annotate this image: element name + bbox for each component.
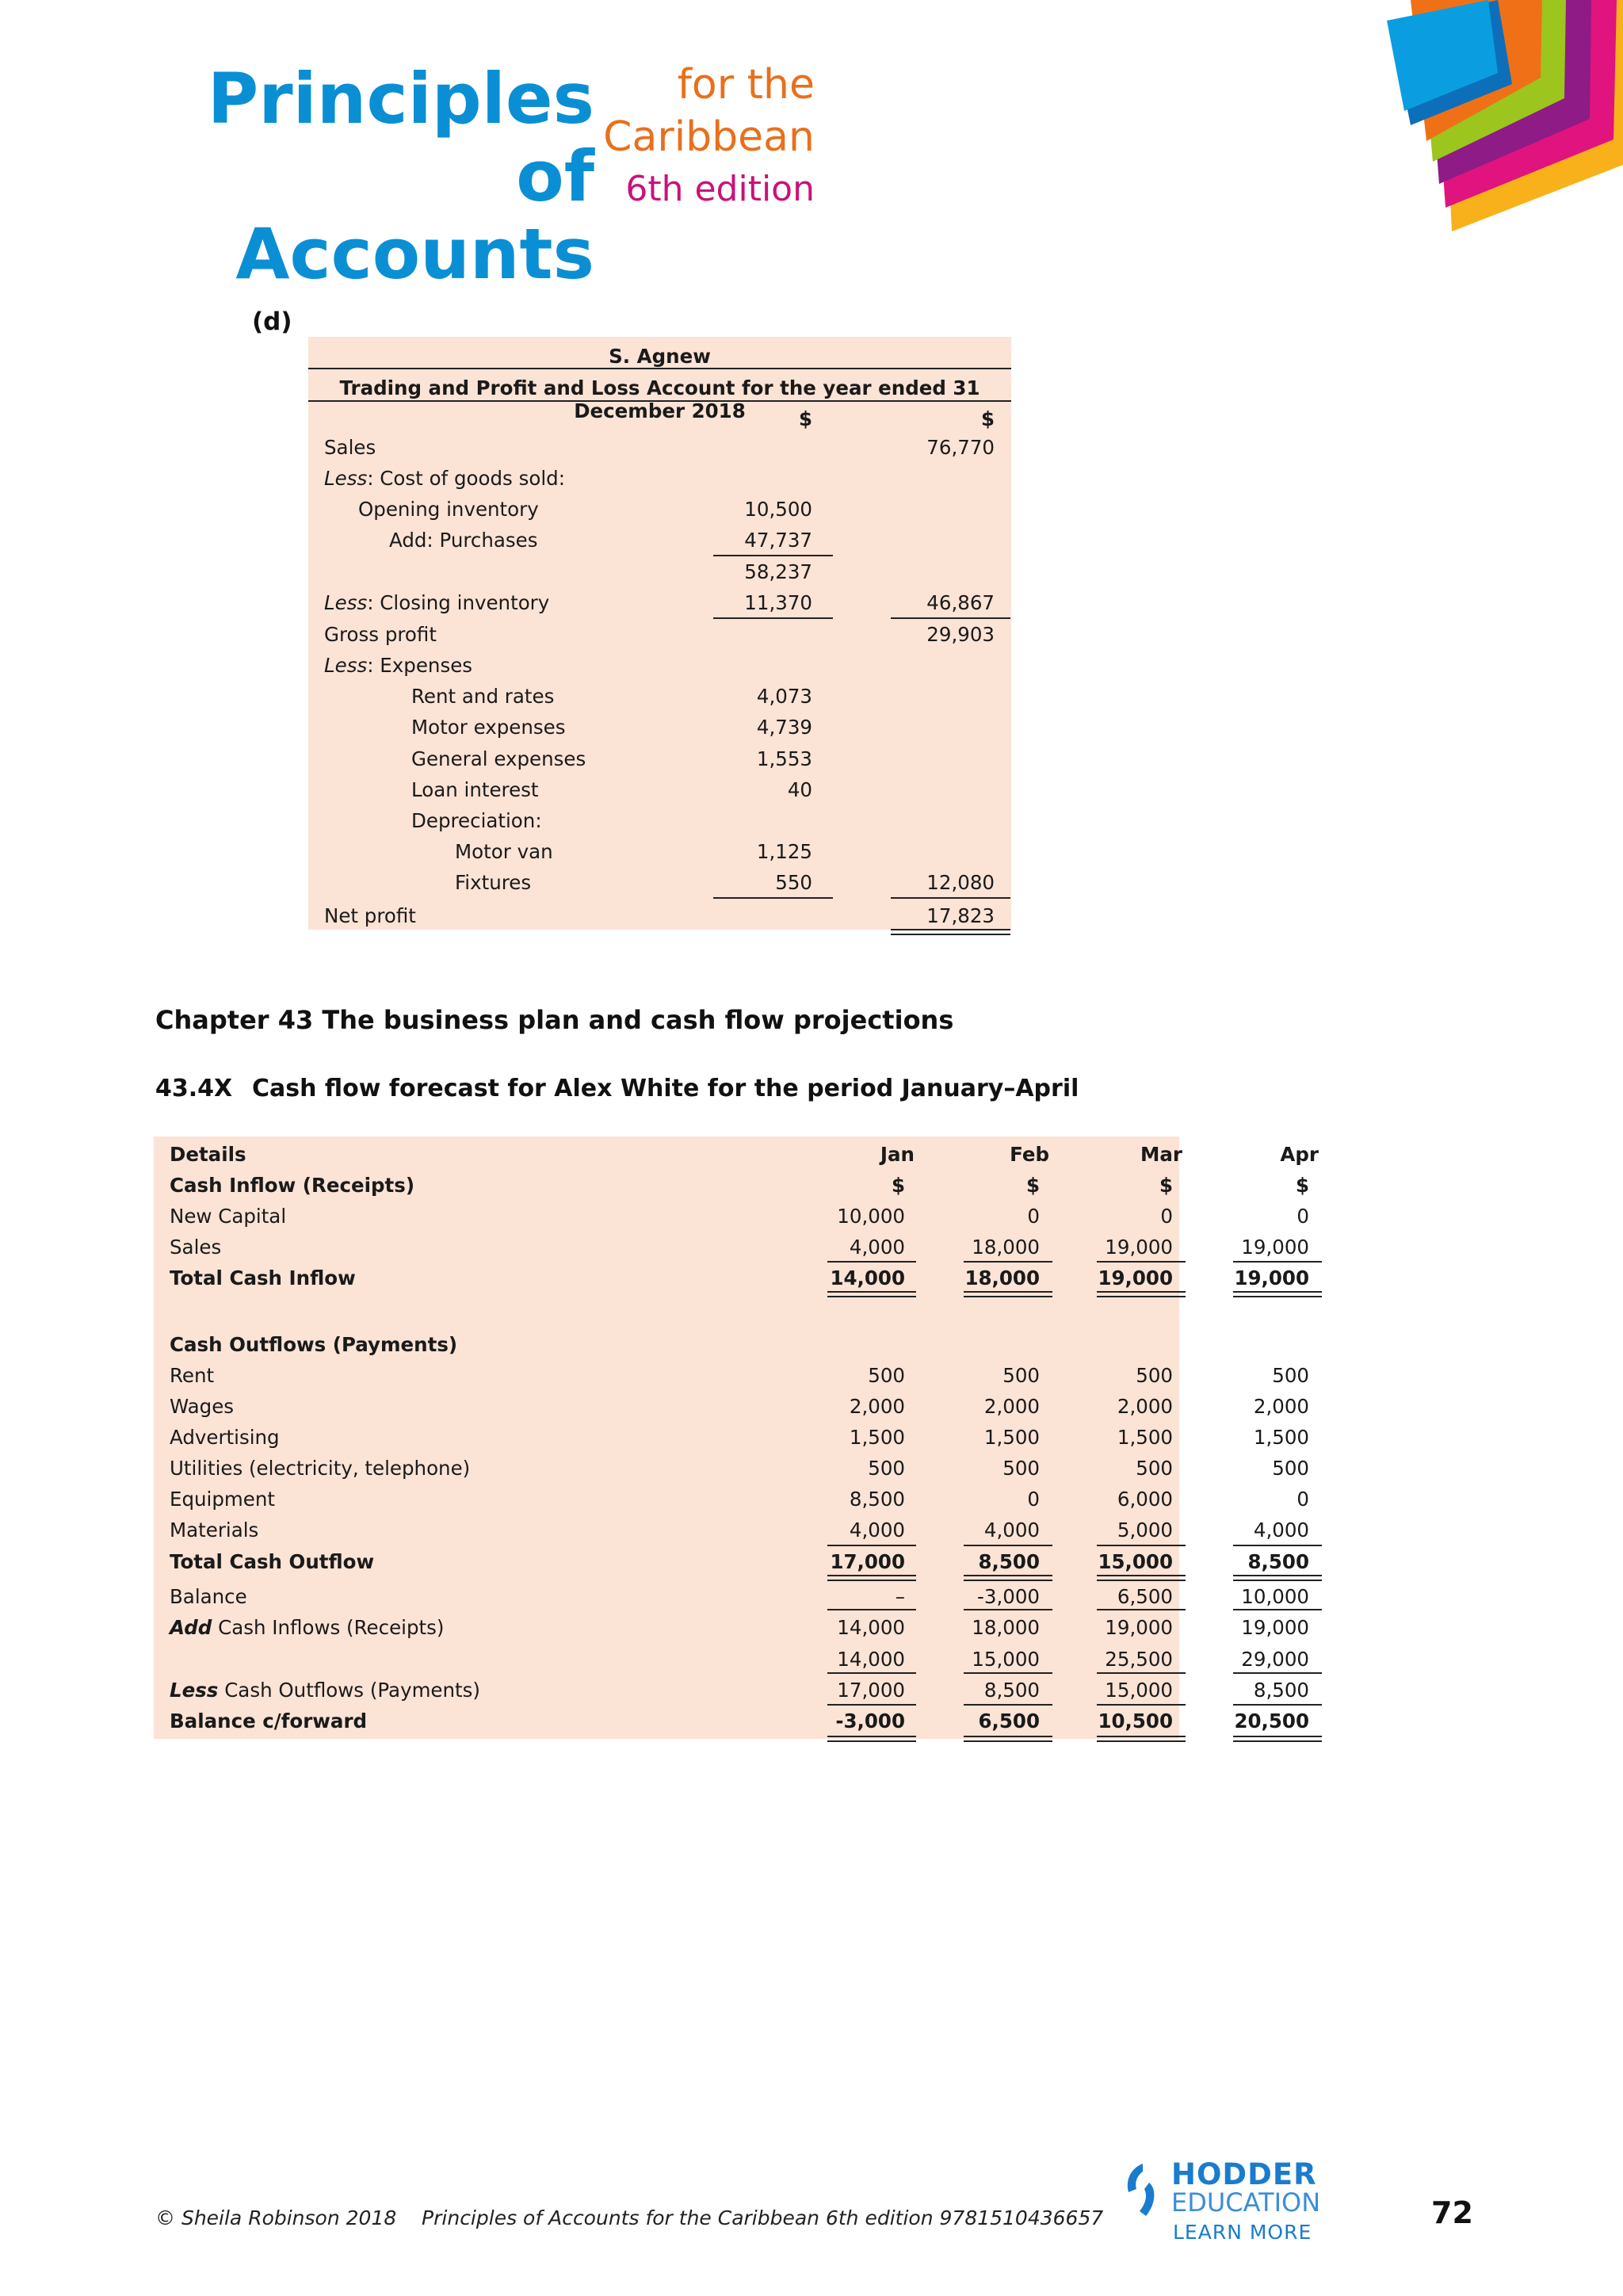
cashflow-cell: 4,000 xyxy=(849,1236,905,1259)
underline-rule xyxy=(891,617,1010,619)
underline-rule xyxy=(713,617,833,619)
cashflow-cell: 500 xyxy=(868,1364,905,1387)
cashflow-cell: 17,000 xyxy=(830,1550,905,1573)
cashflow-cell: 1,500 xyxy=(1253,1426,1309,1449)
cashflow-cell: 6,500 xyxy=(1117,1585,1173,1608)
label-italic-prefix: Less xyxy=(324,591,368,614)
cashflow-cell: 18,000 xyxy=(972,1236,1040,1259)
account-row-label: Net profit xyxy=(324,904,416,927)
cashflow-row-label: Advertising xyxy=(170,1426,280,1449)
cashflow-cell: 500 xyxy=(1002,1364,1040,1387)
amount-col2: 17,823 xyxy=(926,904,995,927)
account-title-text: Trading and Profit and Loss Account for the year ended 31 December 2018 xyxy=(339,376,980,422)
amount-col1: 550 xyxy=(775,871,812,894)
page-number: 72 xyxy=(1431,2195,1473,2230)
header-mar: Mar xyxy=(1140,1143,1182,1166)
account-row-label: Fixtures xyxy=(455,871,532,894)
double-underline-rule xyxy=(964,1736,1052,1742)
publisher-subname: EDUCATION xyxy=(1171,2187,1321,2218)
underline-rule xyxy=(964,1261,1052,1263)
cashflow-row-label: Total Cash Outflow xyxy=(170,1550,375,1573)
cashflow-cell: 500 xyxy=(1272,1364,1309,1387)
cashflow-row-label: Cash Outflows (Payments) xyxy=(170,1333,458,1356)
book-title-line2: Accounts xyxy=(235,213,594,295)
profit-loss-account xyxy=(308,337,1011,930)
cashflow-cell: – xyxy=(895,1585,905,1608)
amount-col2: 46,867 xyxy=(926,591,995,614)
double-underline-rule xyxy=(1097,1575,1186,1581)
cashflow-cell: 4,000 xyxy=(849,1519,905,1541)
amount-col1: 11,370 xyxy=(744,591,812,614)
cashflow-cell: 15,000 xyxy=(972,1648,1040,1671)
exercise-title: Cash flow forecast for Alex White for the period January–April xyxy=(252,1075,1079,1102)
double-underline-rule xyxy=(827,1575,916,1581)
label-rest: : Expenses xyxy=(367,654,473,677)
underline-rule xyxy=(964,1672,1052,1674)
amount-col2: 76,770 xyxy=(926,436,995,459)
underline-rule xyxy=(827,1672,916,1674)
cashflow-cell: $ xyxy=(1025,1174,1040,1197)
double-underline-rule xyxy=(827,1736,916,1742)
account-row-label: Opening inventory xyxy=(358,498,539,521)
cashflow-row-label: Materials xyxy=(170,1519,259,1541)
cashflow-cell: 8,500 xyxy=(983,1679,1040,1702)
cashflow-cell: 8,500 xyxy=(978,1550,1040,1573)
cashflow-cell: $ xyxy=(1295,1174,1309,1197)
part-label: (d) xyxy=(252,308,292,336)
underline-rule xyxy=(827,1545,916,1546)
cashflow-cell: 18,000 xyxy=(972,1616,1040,1639)
cashflow-row-label: Wages xyxy=(170,1395,235,1418)
book-title-line1: Principles of xyxy=(207,58,594,217)
header-apr: Apr xyxy=(1280,1143,1319,1166)
amount-col1: 1,125 xyxy=(756,840,812,863)
account-row-label xyxy=(324,467,565,490)
cashflow-cell: 1,500 xyxy=(849,1426,905,1449)
cashflow-cell: -3,000 xyxy=(835,1710,905,1733)
underline-rule xyxy=(891,897,1010,899)
cashflow-cell: 2,000 xyxy=(849,1395,905,1418)
underline-rule xyxy=(1097,1609,1186,1610)
underline-rule xyxy=(1233,1704,1322,1706)
cashflow-cell: 25,500 xyxy=(1105,1648,1173,1671)
account-row-label: Rent and rates xyxy=(411,685,555,708)
double-underline-rule xyxy=(1097,1736,1186,1742)
cashflow-cell: 0 xyxy=(1160,1205,1173,1228)
account-row-label: Add: Purchases xyxy=(389,529,538,552)
amount-col1: 4,073 xyxy=(756,685,812,708)
cashflow-cell: 4,000 xyxy=(1253,1519,1309,1541)
cashflow-cell: $ xyxy=(1159,1174,1173,1197)
account-row-label: Loan interest xyxy=(411,778,539,801)
cashflow-row-label: Sales xyxy=(170,1236,222,1259)
cashflow-row-label: Balance c/forward xyxy=(170,1710,368,1733)
subtitle-line3: 6th edition xyxy=(625,169,815,209)
subtitle-line1: for the xyxy=(677,61,815,109)
cashflow-cell: 1,500 xyxy=(1117,1426,1173,1449)
cashflow-cell: 10,500 xyxy=(1098,1710,1173,1733)
underline-rule xyxy=(964,1545,1052,1546)
cashflow-cell: 5,000 xyxy=(1117,1519,1173,1541)
cashflow-cell: 19,000 xyxy=(1241,1616,1309,1639)
label-rest: : Closing inventory xyxy=(367,591,550,614)
amount-col1: 4,739 xyxy=(756,716,812,739)
cashflow-cell: 10,000 xyxy=(1241,1585,1309,1608)
cashflow-cell: 29,000 xyxy=(1241,1648,1309,1671)
account-row-label: Motor van xyxy=(455,840,553,863)
cashflow-row-label: New Capital xyxy=(170,1205,287,1228)
cashflow-cell: 6,000 xyxy=(1117,1488,1173,1511)
account-row-label xyxy=(324,654,472,677)
cashflow-cell: 500 xyxy=(1136,1457,1173,1480)
book-subtitle xyxy=(602,59,815,216)
amount-col2: 12,080 xyxy=(926,871,995,894)
cashflow-cell: 20,500 xyxy=(1234,1710,1309,1733)
underline-rule xyxy=(1097,1704,1186,1706)
cashflow-cell: 2,000 xyxy=(983,1395,1040,1418)
account-row-label xyxy=(324,591,549,614)
cashflow-cell: 14,000 xyxy=(837,1616,905,1639)
cashflow-cell: 2,000 xyxy=(1253,1395,1309,1418)
underline-rule xyxy=(1233,1261,1322,1263)
header-feb: Feb xyxy=(1010,1143,1049,1166)
book-title xyxy=(151,60,594,293)
underline-rule xyxy=(713,555,833,556)
account-row-label: General expenses xyxy=(411,747,586,770)
account-holder-name-text: S. Agnew xyxy=(609,345,711,368)
cashflow-cell: 8,500 xyxy=(1247,1550,1309,1573)
label-rest: Cash Inflows (Receipts) xyxy=(212,1616,445,1639)
cashflow-cell: 0 xyxy=(1296,1205,1309,1228)
cashflow-cell: 8,500 xyxy=(849,1488,905,1511)
col2-currency: $ xyxy=(980,407,995,430)
double-underline-rule xyxy=(1233,1736,1322,1742)
amount-col1: 58,237 xyxy=(744,560,812,583)
cashflow-cell: -3,000 xyxy=(977,1585,1040,1608)
underline-rule xyxy=(964,1609,1052,1610)
label-rest: : Cost of goods sold: xyxy=(367,467,565,490)
double-underline-rule xyxy=(1233,1575,1322,1581)
cashflow-cell: 19,000 xyxy=(1105,1616,1173,1639)
label-italic-prefix: Add xyxy=(170,1616,212,1639)
account-row-label: Sales xyxy=(324,436,376,459)
cashflow-cell: 0 xyxy=(1027,1205,1040,1228)
double-underline-rule xyxy=(1233,1291,1322,1297)
cash-flow-forecast-table xyxy=(154,1137,1319,1739)
exercise-heading xyxy=(155,1075,1079,1102)
publisher-name: HODDER xyxy=(1171,2157,1317,2191)
underline-rule xyxy=(964,1704,1052,1706)
underline-rule xyxy=(1233,1545,1322,1546)
underline-rule xyxy=(827,1261,916,1263)
header-jan: Jan xyxy=(880,1143,915,1166)
copyright-notice: © Sheila Robinson 2018 Principles of Accounts for the Caribbean 6th edition 9781510436657 xyxy=(155,2206,1104,2229)
underline-rule xyxy=(827,1609,916,1610)
account-holder-name xyxy=(308,345,1011,368)
cashflow-row-label: Utilities (electricity, telephone) xyxy=(170,1457,471,1480)
publisher-tagline: LEARN MORE xyxy=(1173,2221,1312,2244)
double-underline-rule xyxy=(1097,1291,1186,1297)
label-italic-prefix: Less xyxy=(324,467,368,490)
double-underline-rule xyxy=(964,1575,1052,1581)
cashflow-row-label xyxy=(170,1679,480,1702)
underline-rule xyxy=(1097,1261,1186,1263)
label-italic-prefix: Less xyxy=(324,654,368,677)
cashflow-cell: 8,500 xyxy=(1253,1679,1309,1702)
cashflow-cell: 10,000 xyxy=(837,1205,905,1228)
subtitle-line2: Caribbean xyxy=(603,113,815,161)
exercise-number: 43.4X xyxy=(155,1075,233,1102)
cashflow-cell: 18,000 xyxy=(964,1266,1040,1289)
amount-col1: 1,553 xyxy=(756,747,812,770)
cashflow-cell: 15,000 xyxy=(1098,1550,1173,1573)
cashflow-cell: 19,000 xyxy=(1241,1236,1309,1259)
amount-col2: 29,903 xyxy=(926,623,995,646)
cashflow-cell: 4,000 xyxy=(983,1519,1040,1541)
cashflow-row-label: Balance xyxy=(170,1585,247,1608)
cashflow-cell: 0 xyxy=(1296,1488,1309,1511)
cashflow-cell: 500 xyxy=(1136,1364,1173,1387)
amount-col1: 10,500 xyxy=(744,498,812,521)
cashflow-cell: 500 xyxy=(1272,1457,1309,1480)
cashflow-row-label: Equipment xyxy=(170,1488,275,1511)
underline-rule xyxy=(827,1704,916,1706)
label-rest: Cash Outflows (Payments) xyxy=(218,1679,480,1702)
cashflow-cell: 19,000 xyxy=(1105,1236,1173,1259)
cashflow-cell: 500 xyxy=(868,1457,905,1480)
double-underline-rule xyxy=(891,929,1010,935)
cashflow-row-label: Cash Inflow (Receipts) xyxy=(170,1174,415,1197)
cashflow-cell: 14,000 xyxy=(837,1648,905,1671)
corner-stripes-logo xyxy=(1379,0,1623,238)
cashflow-cell: 500 xyxy=(1002,1457,1040,1480)
underline-rule xyxy=(1233,1672,1322,1674)
cashflow-cell: 15,000 xyxy=(1105,1679,1173,1702)
cashflow-cell: 1,500 xyxy=(983,1426,1040,1449)
underline-rule xyxy=(713,897,833,899)
label-italic-prefix: Less xyxy=(170,1679,219,1702)
account-row-label: Motor expenses xyxy=(411,716,566,739)
underline-rule xyxy=(1097,1672,1186,1674)
cashflow-cell: 19,000 xyxy=(1098,1266,1173,1289)
cashflow-cell: 6,500 xyxy=(978,1710,1040,1733)
account-row-label: Gross profit xyxy=(324,623,437,646)
amount-col1: 40 xyxy=(787,778,812,801)
cashflow-cell: 2,000 xyxy=(1117,1395,1173,1418)
amount-col1: 47,737 xyxy=(744,529,812,552)
cashflow-cell: 14,000 xyxy=(830,1266,905,1289)
cashflow-row-label: Total Cash Inflow xyxy=(170,1266,356,1289)
cashflow-cell: 0 xyxy=(1027,1488,1040,1511)
publisher-logo xyxy=(1119,2157,1325,2244)
hodder-swoosh-icon xyxy=(1119,2160,1163,2222)
cashflow-row-label: Rent xyxy=(170,1364,215,1387)
account-row-label: Depreciation: xyxy=(411,809,542,832)
double-underline-rule xyxy=(827,1291,916,1297)
cashflow-cell: $ xyxy=(891,1174,905,1197)
underline-rule xyxy=(1233,1609,1322,1610)
cashflow-cell: 17,000 xyxy=(837,1679,905,1702)
double-underline-rule xyxy=(964,1291,1052,1297)
header-details: Details xyxy=(170,1143,246,1166)
cashflow-cell: 19,000 xyxy=(1234,1266,1309,1289)
cashflow-row-label xyxy=(170,1616,444,1639)
underline-rule xyxy=(1097,1545,1186,1546)
col1-currency: $ xyxy=(798,407,812,430)
chapter-heading: Chapter 43 The business plan and cash flow projections xyxy=(155,1005,954,1035)
